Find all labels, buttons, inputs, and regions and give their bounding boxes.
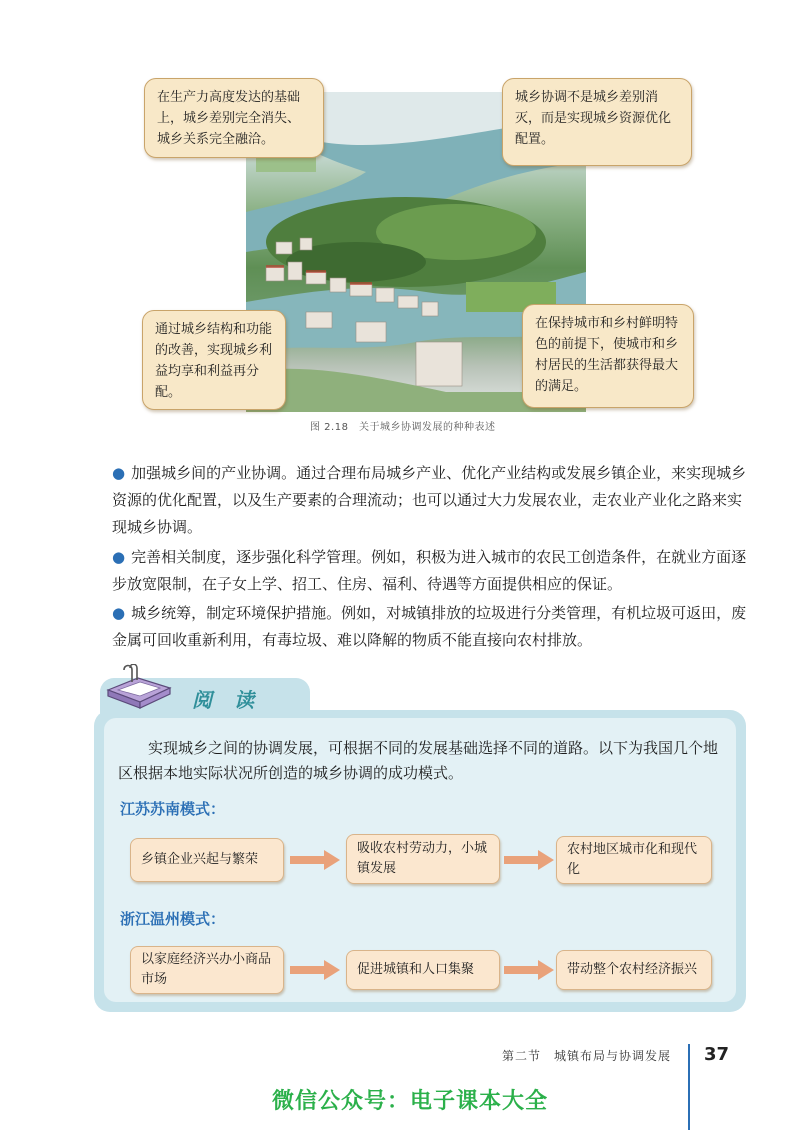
arrow-right-icon (290, 958, 340, 986)
callout-bottom-left (142, 310, 286, 410)
footer-section-title: 第二节 城镇布局与协调发展 (502, 1049, 672, 1063)
arrow-right-icon (504, 848, 554, 876)
callout-top-right (502, 78, 692, 166)
model-title-sunan: 江苏苏南模式： (120, 800, 226, 818)
bullet-dot-icon: ● (112, 548, 126, 566)
bullet-dot-icon: ● (112, 604, 126, 622)
callout-text: 通过城乡结构和功能的改善，实现城乡利益均享和利益再分配。 (155, 322, 273, 400)
flow-step-text: 吸收农村劳动力，小城镇发展 (357, 841, 488, 876)
page-number: 37 (704, 1044, 730, 1065)
flow-step-text: 带动整个农村经济振兴 (567, 962, 698, 977)
arrow-right-icon (290, 848, 340, 876)
callout-top-left (144, 78, 324, 158)
flow-step (130, 838, 284, 882)
flow-step (346, 834, 500, 884)
flow-step-text: 农村地区城市化和现代化 (567, 842, 698, 877)
model-title-wenzhou: 浙江温州模式： (120, 910, 226, 928)
reading-title: 阅读 (192, 688, 276, 712)
reading-intro-text: 实现城乡之间的协调发展，可根据不同的发展基础选择不同的道路。以下为我国几个地区根据本地实际状况所创造的城乡协调的成功模式。 (118, 739, 719, 782)
bullet-dot-icon: ● (112, 464, 126, 482)
footer-divider (688, 1044, 690, 1130)
bullet-text: 城乡统筹，制定环境保护措施。例如，对城镇排放的垃圾进行分类管理，有机垃圾可返田，废金属可回收重新利用，有毒垃圾、难以降解的物质不能直接向农村排放。 (112, 604, 747, 649)
flow-step-text: 乡镇企业兴起与繁荣 (141, 852, 259, 867)
figure-caption: 图 2.18 关于城乡协调发展的种种表述 (310, 422, 496, 433)
flow-step-text: 以家庭经济兴办小商品市场 (141, 952, 272, 987)
flow-step (130, 946, 284, 994)
callout-bottom-right (522, 304, 694, 408)
flow-step-text: 促进城镇和人口集聚 (357, 962, 475, 977)
arrow-right-icon (504, 958, 554, 986)
bullet-paragraph-1 (112, 460, 752, 541)
book-icon (104, 664, 174, 716)
bullet-paragraph-3 (112, 600, 752, 654)
watermark: 微信公众号：电子课本大全 (272, 1089, 549, 1114)
bullet-paragraph-2 (112, 544, 752, 598)
callout-text: 在保持城市和乡村鲜明特色的前提下，使城市和乡村居民的生活都获得最大的满足。 (535, 316, 679, 394)
bullet-text: 完善相关制度，逐步强化科学管理。例如，积极为进入城市的农民工创造条件，在就业方面逐步放宽限制，在子女上学、招工、住房、福利、待遇等方面提供相应的保证。 (112, 548, 747, 593)
bullet-text: 加强城乡间的产业协调。通过合理布局城乡产业、优化产业结构或发展乡镇企业，来实现城乡资源的优化配置，以及生产要素的合理流动；也可以通过大力发展农业，走农业产业化之路来实现城乡协调。 (112, 464, 747, 536)
callout-text: 城乡协调不是城乡差别消灭，而是实现城乡资源优化配置。 (515, 90, 672, 147)
reading-intro (118, 736, 728, 786)
flow-step (556, 950, 712, 990)
callout-text: 在生产力高度发达的基础上，城乡差别完全消失、城乡关系完全融洽。 (157, 90, 301, 147)
flow-step (556, 836, 712, 884)
flow-step (346, 950, 500, 990)
